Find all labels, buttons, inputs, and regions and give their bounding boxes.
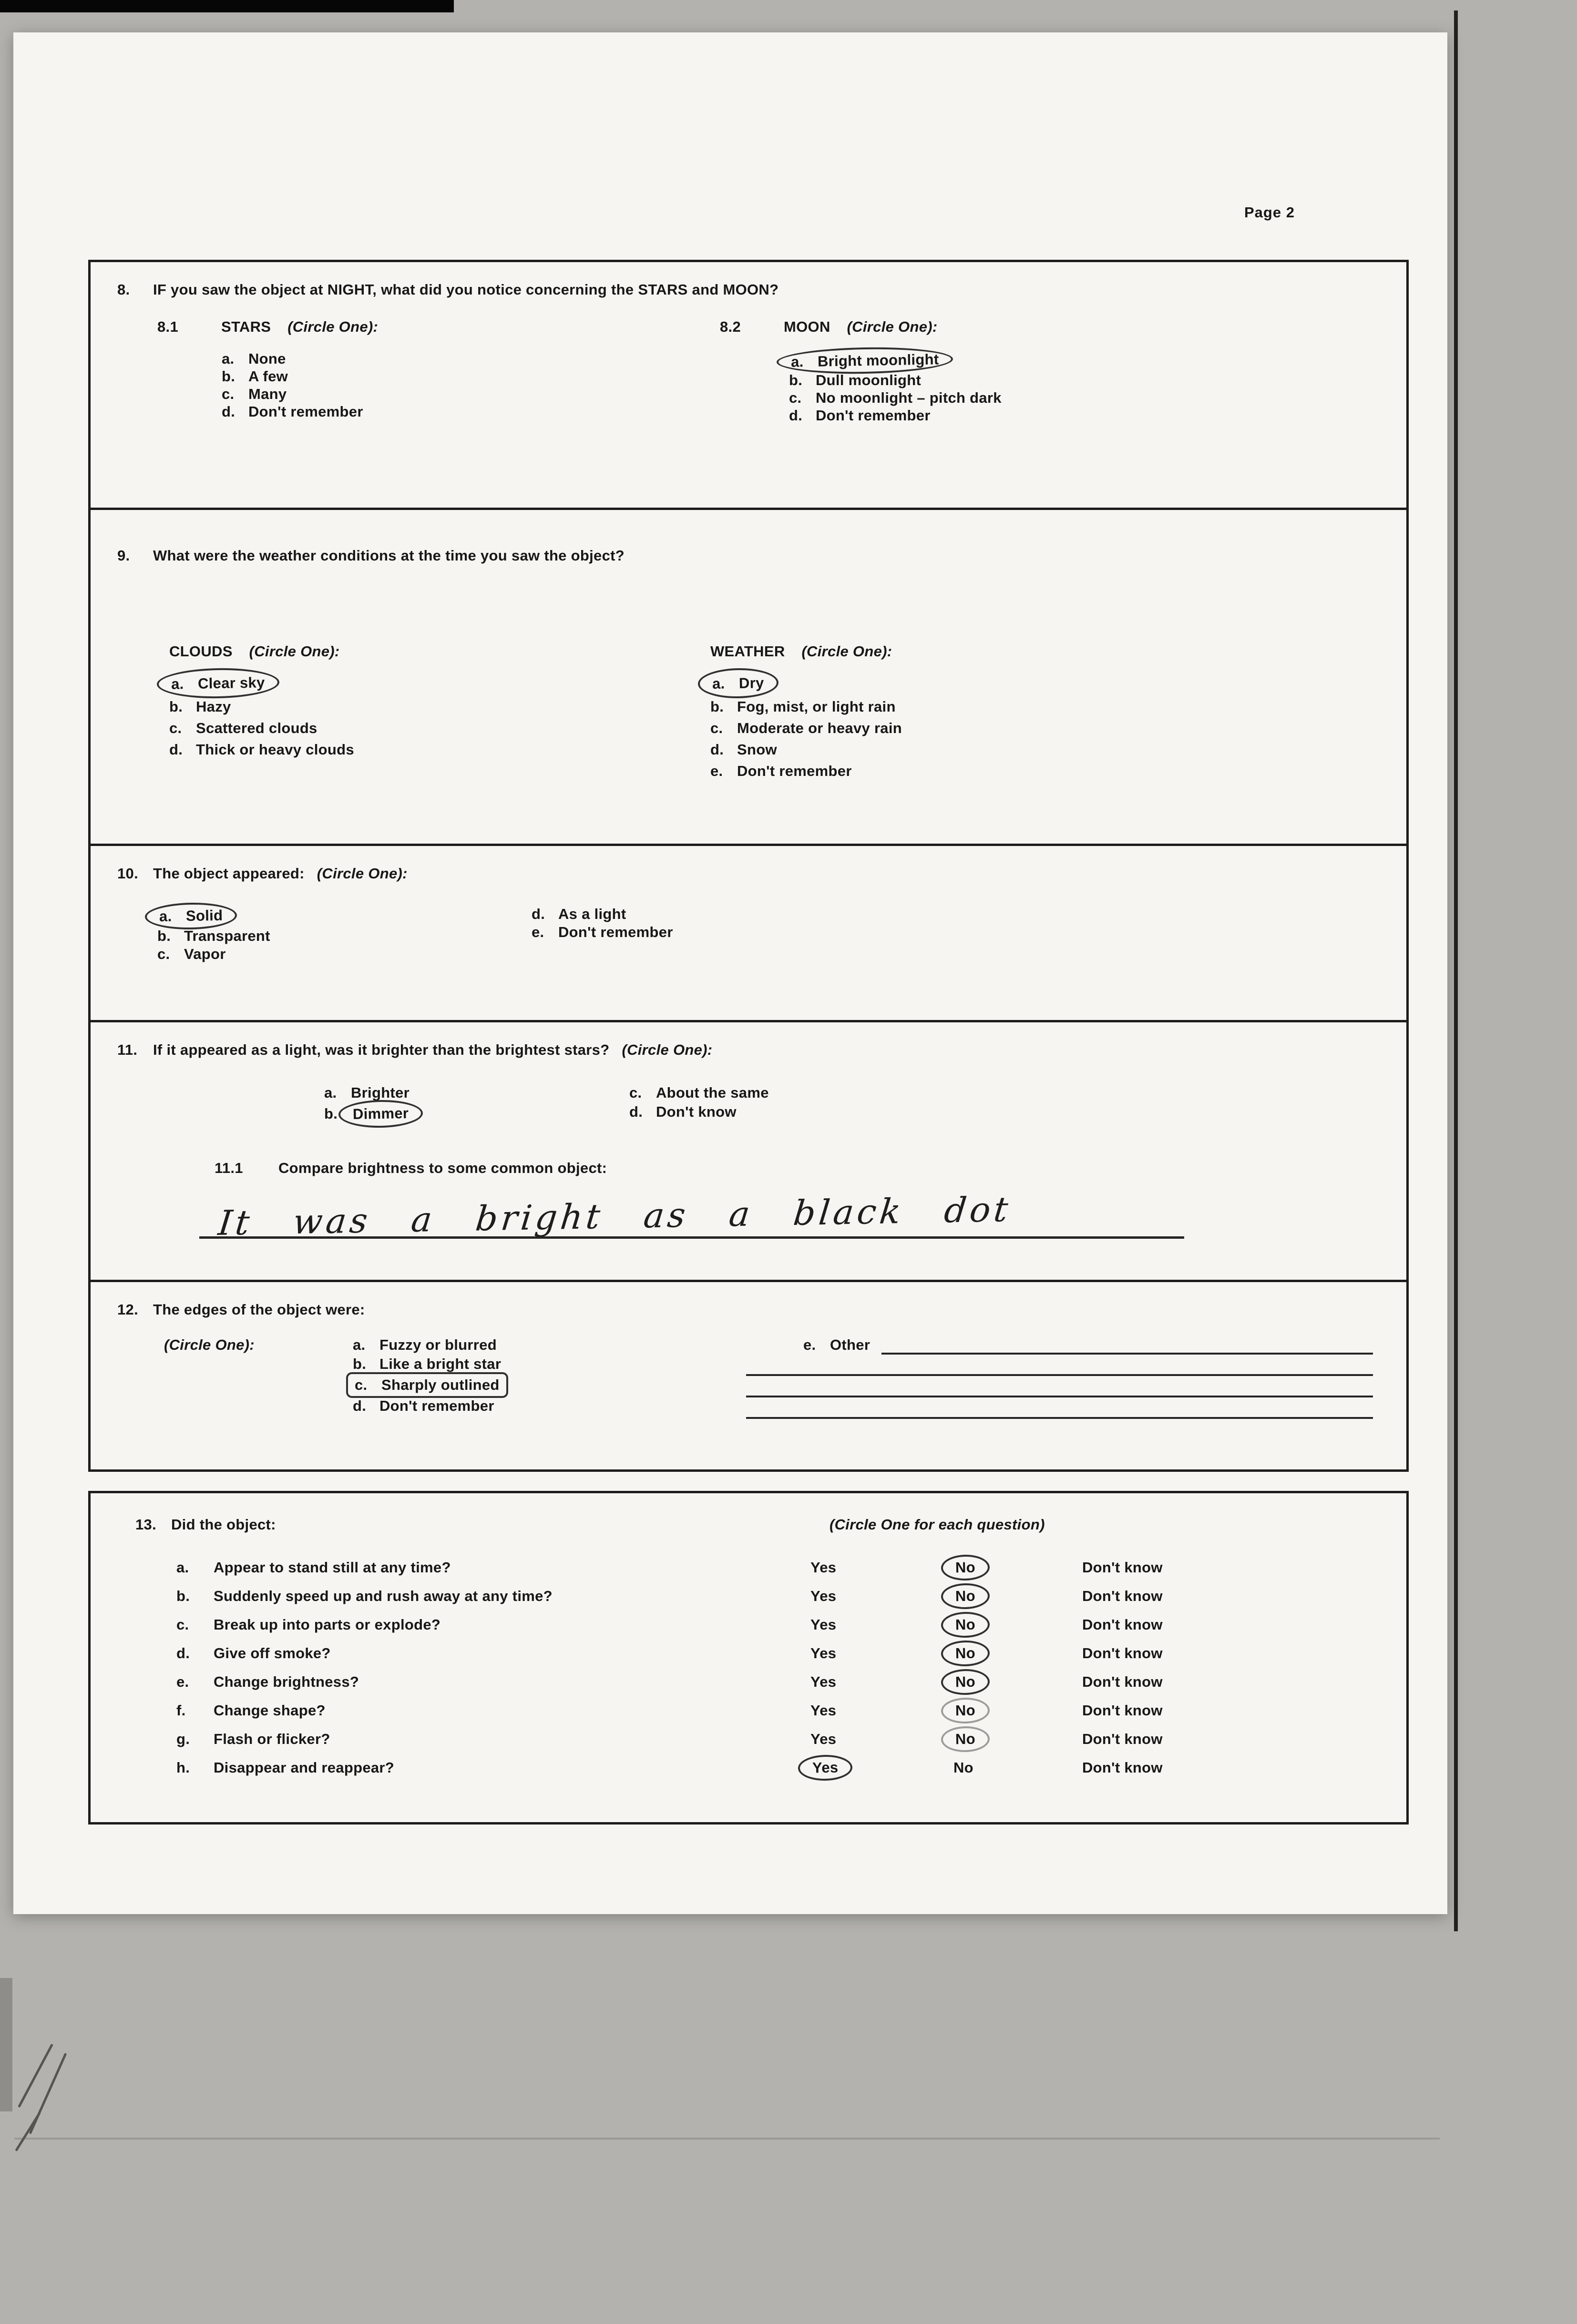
row-text: Disappear and reappear? bbox=[214, 1759, 395, 1776]
q13-row-label bbox=[176, 1702, 810, 1719]
option-label bbox=[169, 696, 231, 717]
question-11-title bbox=[117, 1041, 1380, 1059]
option-moon-dull-moonlight bbox=[789, 371, 1002, 389]
option-letter: a. bbox=[324, 1084, 337, 1101]
option-letter: c. bbox=[169, 720, 182, 736]
question-13-number: 13. bbox=[135, 1516, 156, 1533]
row-text: Suddenly speed up and rush away at any time? bbox=[214, 1588, 553, 1604]
question-8-text: IF you saw the object at NIGHT, what did you notice concerning the STARS and MOON? bbox=[153, 281, 779, 298]
row-letter: e. bbox=[176, 1673, 189, 1690]
option-stars-many bbox=[222, 385, 720, 403]
q13-yes-cell bbox=[810, 1616, 953, 1633]
option-weather-dont-remember bbox=[710, 760, 902, 782]
moon-column bbox=[720, 318, 1002, 424]
row-letter: h. bbox=[176, 1759, 190, 1776]
pencil-mark bbox=[18, 2044, 53, 2108]
question-9-section bbox=[91, 508, 1406, 844]
scan-artifact-top-bar bbox=[0, 0, 454, 12]
q13-dont-know-cell bbox=[1082, 1645, 1380, 1662]
question-11-text: If it appeared as a light, was it brighter than the brightest stars? (Circle One): bbox=[153, 1041, 713, 1058]
option-text: Moderate or heavy rain bbox=[737, 720, 902, 736]
q13-yes-cell bbox=[810, 1673, 953, 1691]
answer-no: No bbox=[941, 1697, 990, 1724]
option-letter: c. bbox=[789, 389, 802, 406]
q13-dont-know-cell bbox=[1082, 1588, 1380, 1605]
weather-column bbox=[710, 643, 902, 782]
answer-yes: Yes bbox=[810, 1673, 837, 1690]
option-letter: d. bbox=[222, 403, 236, 420]
q13-dont-know-cell bbox=[1082, 1616, 1380, 1633]
option-label bbox=[710, 696, 896, 717]
weather-heading-name: WEATHER bbox=[710, 643, 785, 660]
q11-answer-line bbox=[199, 1189, 1184, 1243]
blank-line bbox=[746, 1355, 1373, 1376]
option-letter: a. bbox=[171, 675, 184, 693]
pencil-mark bbox=[15, 2112, 41, 2151]
option-dimmer bbox=[324, 1102, 629, 1125]
question-13-section bbox=[91, 1493, 1406, 1822]
option-label bbox=[353, 1335, 497, 1355]
question-11-1-heading bbox=[215, 1160, 1380, 1177]
q13-no-cell bbox=[953, 1614, 1082, 1635]
q13-dont-know-cell bbox=[1082, 1731, 1380, 1748]
option-label bbox=[710, 717, 902, 739]
option-moon-no-moonlight bbox=[789, 389, 1002, 407]
option-letter: d. bbox=[532, 906, 545, 922]
row-text: Change shape? bbox=[214, 1702, 326, 1719]
option-text: Sharply outlined bbox=[381, 1376, 500, 1393]
question-11-columns bbox=[324, 1083, 1380, 1125]
option-weather-moderate-rain bbox=[710, 717, 902, 739]
option-label bbox=[629, 1102, 737, 1121]
clouds-options bbox=[169, 671, 710, 760]
q13-yes-cell bbox=[810, 1757, 953, 1778]
q13-no-cell bbox=[953, 1759, 1082, 1776]
option-about-the-same bbox=[629, 1083, 769, 1102]
question-13-box bbox=[88, 1491, 1409, 1825]
moon-heading bbox=[720, 318, 1002, 336]
option-letter: a. bbox=[712, 675, 725, 692]
question-9-columns bbox=[169, 643, 1380, 782]
row-letter: b. bbox=[176, 1588, 190, 1604]
option-letter: b. bbox=[157, 928, 171, 944]
row-text: Break up into parts or explode? bbox=[214, 1616, 441, 1633]
q13-yes-cell bbox=[810, 1645, 953, 1662]
answer-dont-know: Don't know bbox=[1082, 1645, 1163, 1661]
scan-artifact-right-edge bbox=[1454, 10, 1458, 1931]
option-text: Like a bright star bbox=[379, 1356, 502, 1372]
answer-yes: Yes bbox=[810, 1559, 837, 1576]
stars-circle-one-note: (Circle One): bbox=[287, 318, 379, 335]
q13-dont-know-cell bbox=[1082, 1759, 1380, 1776]
option-weather-snow bbox=[710, 739, 902, 760]
option-text: Solid bbox=[185, 907, 223, 925]
weather-heading bbox=[710, 643, 902, 660]
option-text: Vapor bbox=[184, 946, 226, 962]
option-label bbox=[532, 905, 626, 923]
option-label bbox=[169, 717, 317, 739]
question-12-text: The edges of the object were: bbox=[153, 1301, 365, 1318]
option-text: Transparent bbox=[184, 928, 270, 944]
option-label bbox=[710, 760, 852, 782]
row-letter: g. bbox=[176, 1731, 190, 1747]
option-text: Other bbox=[830, 1336, 870, 1353]
option-q10-dont-remember bbox=[532, 923, 673, 941]
option-text: No moonlight – pitch dark bbox=[816, 389, 1002, 406]
questions-8-12-box bbox=[88, 260, 1409, 1472]
answer-dont-know: Don't know bbox=[1082, 1559, 1163, 1576]
q13-row-brightness bbox=[117, 1668, 1380, 1696]
option-text: Many bbox=[248, 386, 287, 402]
option-text: Don't know bbox=[656, 1103, 737, 1120]
option-q11-dont-know bbox=[629, 1102, 769, 1121]
q13-no-cell bbox=[953, 1557, 1082, 1578]
q11-left-options bbox=[324, 1083, 629, 1125]
option-label bbox=[145, 902, 237, 930]
question-13-text: Did the object: bbox=[171, 1516, 276, 1533]
option-text: Snow bbox=[737, 741, 777, 758]
q13-dont-know-cell bbox=[1082, 1702, 1380, 1719]
scan-artifact-streak bbox=[14, 2138, 1440, 2140]
option-label bbox=[789, 407, 931, 424]
option-text: About the same bbox=[656, 1084, 769, 1101]
answer-no: No bbox=[941, 1554, 990, 1581]
q10-left-options bbox=[157, 905, 532, 963]
option-text: Don't remember bbox=[816, 407, 931, 424]
question-13-title bbox=[135, 1516, 1380, 1533]
option-other bbox=[746, 1335, 1373, 1355]
moon-circle-one-note: (Circle One): bbox=[847, 318, 938, 335]
q13-yes-cell bbox=[810, 1588, 953, 1605]
q13-no-cell bbox=[953, 1672, 1082, 1692]
answer-yes: Yes bbox=[810, 1588, 837, 1604]
q11-right-options bbox=[629, 1083, 769, 1125]
option-solid bbox=[157, 905, 532, 927]
q13-row-label bbox=[176, 1559, 810, 1576]
question-11-circle-one-note: (Circle One): bbox=[622, 1041, 713, 1058]
clouds-heading bbox=[169, 643, 710, 660]
option-label bbox=[169, 739, 354, 760]
q13-no-cell bbox=[953, 1700, 1082, 1721]
question-10-columns bbox=[157, 905, 1380, 963]
q13-yes-cell bbox=[810, 1559, 953, 1576]
option-letter: b. bbox=[324, 1105, 338, 1122]
row-text: Flash or flicker? bbox=[214, 1731, 330, 1747]
q13-row-smoke bbox=[117, 1639, 1380, 1668]
clouds-heading-name: CLOUDS bbox=[169, 643, 233, 660]
option-text: A few bbox=[248, 368, 288, 385]
option-label bbox=[777, 346, 953, 375]
option-clouds-hazy bbox=[169, 696, 710, 717]
question-10-circle-one-note: (Circle One): bbox=[317, 865, 408, 882]
row-letter: c. bbox=[176, 1616, 189, 1633]
option-text: Scattered clouds bbox=[196, 720, 317, 736]
option-letter: e. bbox=[532, 924, 544, 940]
option-label bbox=[324, 1083, 410, 1102]
question-12-body bbox=[117, 1335, 1380, 1416]
option-stars-none bbox=[222, 350, 720, 367]
option-letter: c. bbox=[355, 1376, 368, 1393]
moon-options bbox=[789, 350, 1002, 424]
option-label bbox=[789, 389, 1002, 407]
question-12-number: 12. bbox=[117, 1301, 138, 1318]
scanned-form-page bbox=[13, 32, 1447, 1914]
question-10-text: The object appeared: (Circle One): bbox=[153, 865, 408, 882]
answer-no: No bbox=[941, 1726, 990, 1753]
option-letter: a. bbox=[222, 350, 235, 367]
question-9-title bbox=[117, 547, 1380, 564]
answer-no: No bbox=[941, 1669, 990, 1695]
option-letter: c. bbox=[157, 946, 170, 962]
q13-dont-know-cell bbox=[1082, 1559, 1380, 1576]
question-12-circle-one-note: (Circle One): bbox=[164, 1336, 255, 1353]
option-letter: e. bbox=[803, 1336, 816, 1353]
option-letter: e. bbox=[710, 763, 723, 779]
option-text: Hazy bbox=[196, 698, 231, 715]
option-label bbox=[222, 385, 287, 403]
option-label bbox=[746, 1335, 870, 1355]
option-letter: b. bbox=[353, 1356, 367, 1372]
question-8-section bbox=[91, 262, 1406, 508]
option-label bbox=[157, 927, 270, 945]
answer-dont-know: Don't know bbox=[1082, 1673, 1163, 1690]
option-text: Don't remember bbox=[379, 1397, 494, 1414]
other-write-in-line bbox=[881, 1335, 1373, 1355]
option-label bbox=[353, 1355, 501, 1374]
option-letter: d. bbox=[353, 1397, 367, 1414]
question-11-1-number: 11.1 bbox=[215, 1160, 243, 1176]
option-letter: d. bbox=[789, 407, 803, 424]
row-text: Appear to stand still at any time? bbox=[214, 1559, 451, 1576]
q13-dont-know-cell bbox=[1082, 1673, 1380, 1691]
q10-right-options bbox=[532, 905, 673, 963]
scan-artifact-left-blob bbox=[0, 1978, 12, 2111]
option-brighter bbox=[324, 1083, 629, 1102]
question-9-number: 9. bbox=[117, 547, 130, 564]
answer-no: No bbox=[953, 1759, 973, 1776]
option-moon-dont-remember bbox=[789, 407, 1002, 424]
option-transparent bbox=[157, 927, 532, 945]
answer-yes: Yes bbox=[810, 1616, 837, 1633]
option-letter: b. bbox=[710, 698, 724, 715]
question-13-circle-one-note: (Circle One for each question) bbox=[829, 1516, 1045, 1533]
option-letter: b. bbox=[169, 698, 183, 715]
option-label bbox=[710, 739, 777, 760]
option-label bbox=[789, 371, 921, 389]
option-text: Fuzzy or blurred bbox=[379, 1336, 497, 1353]
stars-heading bbox=[157, 318, 720, 336]
option-letter: c. bbox=[629, 1084, 642, 1101]
q13-row-label bbox=[176, 1588, 810, 1605]
option-letter: a. bbox=[790, 353, 804, 370]
stars-heading-name: STARS bbox=[221, 318, 271, 335]
option-clouds-clear-sky bbox=[169, 671, 710, 696]
answer-yes: Yes bbox=[798, 1754, 853, 1781]
handwritten-answer: It was a bright as a black dot bbox=[216, 1189, 1014, 1243]
stars-heading-number: 8.1 bbox=[157, 318, 178, 335]
answer-dont-know: Don't know bbox=[1082, 1731, 1163, 1747]
option-text: Dry bbox=[738, 674, 764, 692]
option-letter: d. bbox=[629, 1103, 643, 1120]
other-answer-area bbox=[746, 1335, 1373, 1419]
q13-row-label bbox=[176, 1616, 810, 1633]
option-text: Don't remember bbox=[248, 403, 363, 420]
option-as-a-light bbox=[532, 905, 673, 923]
option-text: Thick or heavy clouds bbox=[196, 741, 354, 758]
row-letter: a. bbox=[176, 1559, 189, 1576]
answer-dont-know: Don't know bbox=[1082, 1702, 1163, 1719]
option-label bbox=[353, 1396, 494, 1416]
weather-options bbox=[710, 671, 902, 782]
option-vapor bbox=[157, 945, 532, 963]
answer-yes: Yes bbox=[810, 1645, 837, 1661]
blank-line bbox=[746, 1397, 1373, 1419]
stars-options bbox=[222, 350, 720, 420]
q13-yes-cell bbox=[810, 1702, 953, 1719]
q13-row-label bbox=[176, 1645, 810, 1662]
question-13-rows bbox=[117, 1553, 1380, 1782]
option-letter: d. bbox=[710, 741, 724, 758]
option-letter: a. bbox=[353, 1336, 366, 1353]
q13-no-cell bbox=[953, 1643, 1082, 1664]
question-8-number: 8. bbox=[117, 281, 130, 298]
q13-row-shape bbox=[117, 1696, 1380, 1725]
option-clouds-thick bbox=[169, 739, 710, 760]
q13-row-flash bbox=[117, 1725, 1380, 1753]
option-label bbox=[222, 350, 286, 367]
question-11-1-text: Compare brightness to some common object: bbox=[278, 1160, 607, 1176]
option-letter: b. bbox=[789, 372, 803, 388]
answer-no: No bbox=[941, 1611, 990, 1638]
weather-circle-one-note: (Circle One): bbox=[801, 643, 892, 660]
q13-row-stand-still bbox=[117, 1553, 1380, 1582]
answer-no: No bbox=[941, 1640, 990, 1667]
page-number: Page 2 bbox=[1244, 204, 1295, 221]
option-stars-dont-remember bbox=[222, 403, 720, 420]
option-text: Dull moonlight bbox=[816, 372, 922, 388]
q13-yes-cell bbox=[810, 1731, 953, 1748]
option-text: As a light bbox=[558, 906, 626, 922]
question-10-section bbox=[91, 844, 1406, 1020]
row-letter: f. bbox=[176, 1702, 186, 1719]
stars-column bbox=[157, 318, 720, 424]
moon-heading-number: 8.2 bbox=[720, 318, 741, 335]
question-8-columns bbox=[157, 318, 1380, 424]
option-text: Don't remember bbox=[737, 763, 852, 779]
option-clouds-scattered bbox=[169, 717, 710, 739]
q13-row-speed-up bbox=[117, 1582, 1380, 1610]
option-label: Dimmer bbox=[338, 1099, 423, 1128]
question-11-section bbox=[91, 1020, 1406, 1280]
blank-line bbox=[746, 1376, 1373, 1397]
q13-row-label bbox=[176, 1673, 810, 1691]
question-8-title bbox=[117, 281, 1380, 298]
option-weather-fog bbox=[710, 696, 902, 717]
option-text: Bright moonlight bbox=[817, 351, 939, 370]
row-text: Change brightness? bbox=[214, 1673, 359, 1690]
question-12-section bbox=[91, 1280, 1406, 1469]
question-10-title bbox=[117, 865, 1380, 882]
clouds-column bbox=[169, 643, 710, 782]
option-letter: c. bbox=[222, 386, 235, 402]
option-text: None bbox=[248, 350, 286, 367]
answer-no: No bbox=[941, 1583, 990, 1610]
question-10-number: 10. bbox=[117, 865, 138, 882]
answer-yes: Yes bbox=[810, 1702, 837, 1719]
option-text: Don't remember bbox=[558, 924, 673, 940]
option-label bbox=[629, 1083, 769, 1102]
q13-no-cell bbox=[953, 1586, 1082, 1607]
answer-dont-know: Don't know bbox=[1082, 1759, 1163, 1776]
q13-no-cell bbox=[953, 1729, 1082, 1750]
q13-row-disappear bbox=[117, 1753, 1380, 1782]
option-text: Brighter bbox=[351, 1084, 410, 1101]
q13-row-break-up bbox=[117, 1610, 1380, 1639]
option-letter: b. bbox=[222, 368, 236, 385]
option-letter: c. bbox=[710, 720, 723, 736]
option-letter: d. bbox=[169, 741, 183, 758]
option-label bbox=[532, 923, 673, 941]
q13-row-label bbox=[176, 1731, 810, 1748]
question-12-title bbox=[117, 1301, 1380, 1318]
option-text: Fog, mist, or light rain bbox=[737, 698, 896, 715]
option-label bbox=[156, 667, 279, 699]
option-weather-dry bbox=[710, 671, 902, 696]
option-label bbox=[222, 403, 363, 420]
option-label bbox=[157, 945, 226, 963]
q13-row-label bbox=[176, 1759, 810, 1776]
option-label bbox=[346, 1372, 508, 1398]
option-stars-a-few bbox=[222, 367, 720, 385]
question-9-text: What were the weather conditions at the time you saw the object? bbox=[153, 547, 625, 564]
option-label bbox=[222, 367, 288, 385]
row-text: Give off smoke? bbox=[214, 1645, 331, 1661]
clouds-circle-one-note: (Circle One): bbox=[249, 643, 340, 660]
option-moon-bright-moonlight bbox=[789, 350, 1002, 371]
question-11-number: 11. bbox=[117, 1041, 138, 1058]
row-letter: d. bbox=[176, 1645, 190, 1661]
option-text: Clear sky bbox=[197, 674, 265, 692]
moon-heading-name: MOON bbox=[784, 318, 830, 335]
option-letter: a. bbox=[159, 907, 172, 925]
answer-dont-know: Don't know bbox=[1082, 1616, 1163, 1633]
answer-dont-know: Don't know bbox=[1082, 1588, 1163, 1604]
answer-yes: Yes bbox=[810, 1731, 837, 1747]
